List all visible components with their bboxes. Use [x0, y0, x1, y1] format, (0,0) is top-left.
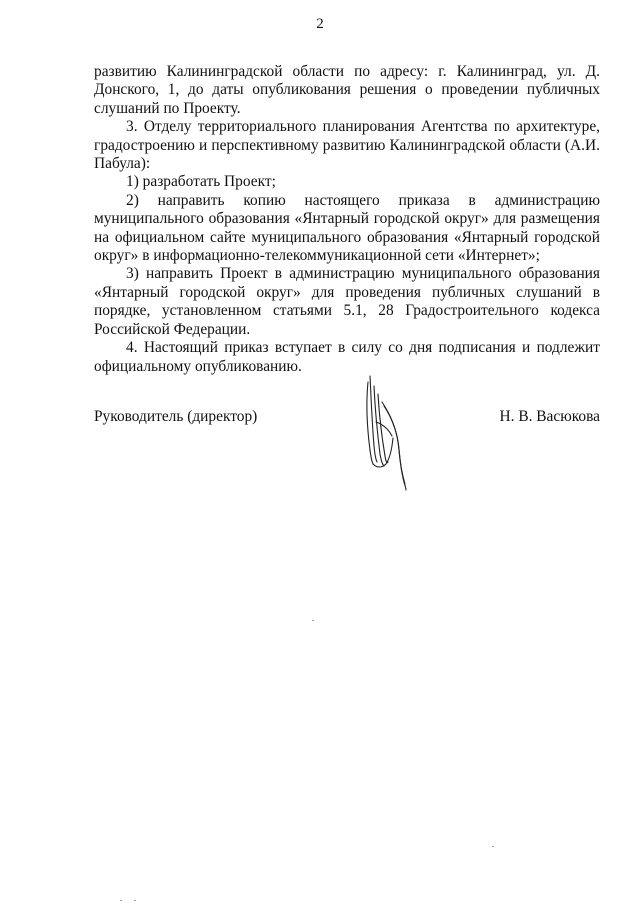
scan-speck: [312, 620, 314, 621]
handwritten-signature: [358, 372, 414, 494]
paragraph-continuation: развитию Калининградской области по адресу: г. Калининград, ул. Д. Донского, 1, до даты опубликования решения о проведении публичных слушаний по Проекту.: [94, 63, 600, 117]
scan-speck: [134, 900, 136, 901]
document-body: [94, 63, 600, 376]
scan-speck: [492, 846, 494, 847]
signatory-name: Н. В. Васюкова: [499, 408, 600, 425]
paragraph-subitem-3: 3) направить Проект в администрацию муниципального образования «Янтарный городской округ» для проведения публичных слушаний в порядке, установленном статьями 5.1, 28 Градостроительного кодекса Российской Федерации.: [94, 265, 600, 338]
paragraph-subitem-1: 1) разработать Проект;: [126, 173, 276, 191]
signature-block: [94, 408, 600, 428]
signatory-title: Руководитель (директор): [94, 408, 258, 425]
paragraph-item-3: 3. Отделу территориального планирования Агентства по архитектуре, градостроению и перспективному развитию Калининградской области (А.И. Пабула):: [94, 118, 600, 173]
scan-speck: [120, 900, 122, 901]
paragraph-item-4: 4. Настоящий приказ вступает в силу со дня подписания и подлежит официальному опубликованию.: [94, 339, 600, 375]
paragraph-subitem-2: 2) направить копию настоящего приказа в администрацию муниципального образования «Янтарный городской округ» для размещения на официальном сайте муниципального образования «Янтарный городской округ» в информационно-телекоммуникационной сети «Интернет»;: [94, 191, 600, 265]
page-number: 2: [316, 16, 324, 32]
